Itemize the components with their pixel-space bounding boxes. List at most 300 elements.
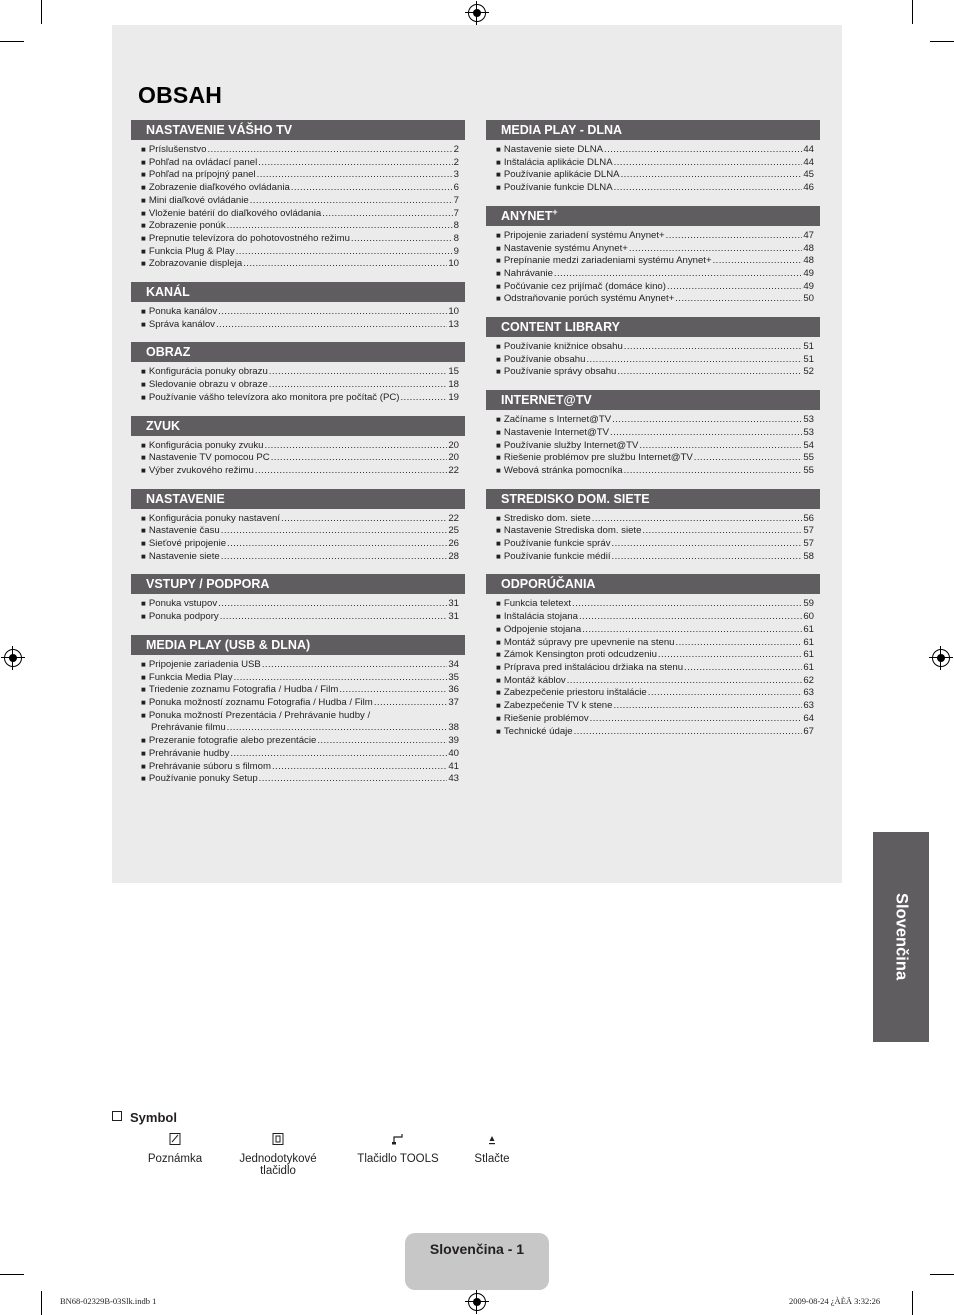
toc-entry-label: Nastavenie siete	[148, 550, 220, 562]
dot-leader	[612, 538, 803, 551]
toc-entry-page: 7	[453, 194, 459, 206]
toc-entry	[496, 268, 814, 281]
dot-leader	[207, 144, 452, 157]
section-heading-label: MEDIA PLAY (USB & DLNA)	[146, 637, 311, 652]
bullet-icon: ■	[496, 453, 501, 463]
dot-leader	[259, 773, 448, 786]
toc-entry-page: 10	[448, 258, 459, 270]
toc-entry	[141, 697, 459, 710]
toc-entry-label: Prepnutie televízora do pohotovostného režimu	[148, 232, 350, 244]
dot-leader	[624, 465, 803, 478]
toc-entry-page: 31	[448, 611, 459, 623]
bullet-icon: ■	[141, 246, 146, 256]
dot-leader	[243, 258, 447, 271]
dot-leader	[250, 195, 453, 208]
section-heading	[486, 574, 820, 594]
toc-entry-label: Vloženie batérií do diaľkového ovládania	[148, 207, 322, 219]
toc-entry-page: 37	[448, 696, 459, 708]
bullet-icon: ■	[496, 415, 501, 425]
page-title: OBSAH	[138, 82, 223, 108]
dot-leader	[230, 748, 447, 761]
dot-leader	[604, 144, 802, 157]
toc-entry-page: 51	[803, 353, 814, 365]
toc-entry-page: 67	[803, 725, 814, 737]
toc-entry-label: Odstraňovanie porúch systému Anynet+	[503, 293, 675, 305]
toc-entry-page: 26	[448, 538, 459, 550]
toc-entry-page: 39	[448, 735, 459, 747]
dot-leader	[234, 672, 448, 685]
toc-entry-label: Počúvanie cez prijímač (domáce kino)	[503, 280, 666, 292]
toc-entry-page: 61	[803, 623, 814, 635]
bullet-icon: ■	[496, 726, 501, 736]
toc-entry-page: 61	[803, 661, 814, 673]
bullet-icon: ■	[141, 465, 146, 475]
dot-leader	[272, 761, 447, 774]
footer-file-name: BN68-02329B-03Slk.indb 1	[60, 1296, 157, 1306]
toc-entry-page: 22	[448, 464, 459, 476]
toc-entry-label: Ponuka vstupov	[148, 598, 218, 610]
toc-entry-page: 10	[448, 306, 459, 318]
registration-mark-icon	[932, 649, 950, 667]
toc-entry-label: Používanie knižnice obsahu	[503, 341, 623, 353]
dot-leader	[291, 182, 453, 195]
crop-mark	[41, 1291, 42, 1315]
dot-leader	[614, 157, 803, 170]
section-heading-label: MEDIA PLAY - DLNA	[501, 123, 623, 137]
toc-list	[131, 509, 465, 564]
dot-leader	[265, 440, 448, 453]
toc-entry-label: Ponuka možností zoznamu Fotografia / Hudba / Film	[148, 696, 373, 708]
bullet-icon: ■	[496, 268, 501, 278]
toc-entry	[496, 452, 814, 465]
toc-list	[131, 594, 465, 623]
toc-entry	[141, 440, 459, 453]
toc-entry	[141, 366, 459, 379]
toc-entry-label: Konfigurácia ponuky zvuku	[148, 439, 264, 451]
section-heading-label: INTERNET@TV	[501, 393, 592, 408]
toc-entry	[496, 513, 814, 526]
toc-entry-page: 55	[803, 464, 814, 476]
registration-mark-icon	[4, 649, 22, 667]
bullet-icon: ■	[496, 157, 501, 167]
toc-entry	[496, 611, 814, 624]
toc-entry-label: Sieťové pripojenie	[148, 538, 227, 550]
toc-entry	[141, 773, 459, 786]
dot-leader	[617, 366, 802, 379]
toc-entry	[141, 208, 459, 221]
toc-entry	[141, 611, 459, 624]
toc-entry	[496, 675, 814, 688]
toc-entry	[141, 319, 459, 332]
toc-entry-label: Používanie vášho televízora ako monitora pre počítač (PC)	[148, 391, 400, 403]
toc-entry	[141, 220, 459, 233]
bullet-icon: ■	[141, 526, 146, 536]
toc-entry-label: Inštalácia stojana	[503, 611, 578, 623]
crop-mark	[912, 1291, 913, 1315]
toc-entry-label: Nastavenie Strediska dom. siete	[503, 525, 642, 537]
dot-leader	[676, 637, 803, 650]
section-heading-label: OBRAZ	[146, 345, 191, 360]
toc-entry	[496, 662, 814, 675]
toc-entry-label: Konfigurácia ponuky obrazu	[148, 366, 268, 378]
toc-entry	[141, 722, 459, 735]
language-tab-label: Slovenčina	[892, 893, 911, 981]
toc-list	[486, 509, 820, 564]
toc-entry	[496, 144, 814, 157]
toc-entry	[141, 465, 459, 478]
toc-entry-label: Odpojenie stojana	[503, 623, 582, 635]
section-heading	[486, 317, 820, 337]
dot-leader	[582, 624, 802, 637]
bullet-icon: ■	[141, 183, 146, 193]
bullet-icon: ■	[141, 453, 146, 463]
bullet-icon: ■	[496, 145, 501, 154]
toc-entry-page: 28	[448, 550, 459, 562]
section-heading	[131, 120, 465, 140]
toc-entry	[141, 182, 459, 195]
toc-entry-label: Riešenie problémov pre službu Internet@TV	[503, 452, 693, 464]
toc-entry-label: Používanie správy obsahu	[503, 366, 617, 378]
dot-leader	[227, 538, 447, 551]
toc-list	[486, 226, 820, 306]
toc-entry	[496, 687, 814, 700]
toc-entry-label: Funkcia Plug & Play	[148, 245, 235, 257]
bullet-icon: ■	[496, 230, 501, 240]
toc-column-right	[486, 120, 820, 738]
dot-leader	[271, 452, 448, 465]
toc-entry-label: Konfigurácia ponuky nastavení	[148, 512, 281, 524]
toc-entry-page: 19	[448, 391, 459, 403]
toc-entry-page: 35	[448, 671, 459, 683]
bullet-icon: ■	[141, 761, 146, 771]
section-heading	[131, 635, 465, 655]
bullet-icon: ■	[141, 157, 146, 167]
dot-leader	[648, 687, 803, 700]
dot-leader	[227, 220, 453, 233]
toc-entry-label: Nastavenie Internet@TV	[503, 426, 610, 438]
dot-leader	[236, 246, 453, 259]
toc-entry	[496, 169, 814, 182]
dot-leader	[257, 169, 453, 182]
toc-entry-label: Príslušenstvo	[148, 144, 207, 155]
toc-entry-page: 13	[448, 318, 459, 330]
dot-leader	[258, 157, 452, 170]
bullet-icon: ■	[141, 380, 146, 390]
section-heading-label: ZVUK	[146, 418, 181, 433]
toc-entry-page: 55	[803, 452, 814, 464]
bullet-icon: ■	[496, 599, 501, 609]
toc-entry-page: 38	[448, 722, 459, 734]
section-heading-label: ODPORÚČANIA	[501, 577, 596, 592]
bullet-icon: ■	[141, 170, 146, 180]
bullet-icon: ■	[496, 354, 501, 364]
toc-entry	[496, 440, 814, 453]
toc-entry-label: Pripojenie zariadenia USB	[148, 658, 261, 670]
toc-entry-page: 54	[803, 439, 814, 451]
toc-entry-page: 18	[448, 379, 459, 391]
toc-entry-page: 44	[803, 156, 814, 168]
toc-list	[131, 436, 465, 478]
toc-entry-label: Montáž káblov	[503, 674, 566, 686]
toc-entry	[141, 710, 459, 723]
dot-leader	[216, 319, 447, 332]
symbol-heading	[112, 1110, 177, 1125]
toc-entry-page: 58	[803, 550, 814, 562]
toc-entry-page: 9	[453, 245, 459, 257]
page-number: Slovenčina - 1	[429, 1241, 525, 1257]
toc-entry-page: 48	[803, 242, 814, 254]
section-heading-label: ANYNET	[501, 208, 553, 223]
bullet-icon: ■	[496, 342, 501, 352]
toc-entry-label: Riešenie problémov	[503, 712, 589, 724]
toc-entry	[141, 598, 459, 611]
toc-entry	[141, 233, 459, 246]
toc-entry-label: Zabezpečenie TV k stene	[503, 700, 613, 712]
toc-entry-page: 63	[803, 687, 814, 699]
toc-entry-page: 49	[803, 280, 814, 292]
toc-entry-page: 2	[453, 144, 459, 155]
toc-entry-page: 64	[803, 712, 814, 724]
toc-entry-page: 2	[453, 156, 459, 168]
section-heading	[486, 206, 820, 226]
symbol-item-one-touch	[228, 1133, 328, 1177]
dot-leader	[639, 440, 802, 453]
dot-leader	[624, 341, 803, 354]
toc-entry	[141, 551, 459, 564]
toc-entry-page: 7	[453, 207, 459, 219]
toc-list	[131, 302, 465, 331]
bullet-icon: ■	[496, 713, 501, 723]
toc-list	[131, 140, 465, 271]
bullet-icon: ■	[141, 685, 146, 695]
checkbox-bullet-icon	[112, 1111, 122, 1121]
toc-entry-page: 43	[448, 773, 459, 785]
bullet-icon: ■	[141, 392, 146, 402]
dot-leader	[269, 379, 448, 392]
toc-entry-label: Začíname s Internet@TV	[503, 414, 612, 426]
toc-entry-page: 22	[448, 512, 459, 524]
bullet-icon: ■	[496, 701, 501, 711]
bullet-icon: ■	[141, 539, 146, 549]
bullet-icon: ■	[496, 526, 501, 536]
toc-entry-page: 20	[448, 439, 459, 451]
dot-leader	[554, 268, 802, 281]
crop-mark	[930, 1274, 954, 1275]
toc-entry-page: 8	[453, 220, 459, 232]
toc-entry	[141, 379, 459, 392]
toc-entry-label: Používanie funkcie správ	[503, 538, 611, 550]
registration-mark-icon	[468, 1293, 486, 1311]
toc-entry-label: Zobrazenie ponúk	[148, 220, 226, 232]
dot-leader	[221, 525, 448, 538]
dot-leader	[642, 525, 802, 538]
dot-leader	[322, 208, 452, 221]
toc-entry	[496, 538, 814, 551]
toc-entry	[496, 354, 814, 367]
toc-entry-label: Prehrávanie filmu	[151, 722, 226, 734]
toc-entry-label: Ponuka možností Prezentácia / Prehrávanie hudby /	[148, 709, 371, 721]
toc-entry-label: Výber zvukového režimu	[148, 464, 254, 476]
section-heading	[131, 574, 465, 594]
tools-button-icon	[391, 1133, 405, 1145]
bullet-icon: ■	[496, 513, 501, 523]
toc-entry	[141, 169, 459, 182]
toc-entry	[141, 525, 459, 538]
section-heading-label: KANÁL	[146, 285, 190, 300]
bullet-icon: ■	[141, 697, 146, 707]
dot-leader	[339, 684, 447, 697]
toc-entry-page: 50	[803, 293, 814, 305]
section-heading	[486, 390, 820, 410]
toc-entry	[141, 672, 459, 685]
toc-entry-label: Technické údaje	[503, 725, 573, 737]
toc-entry-page: 45	[803, 169, 814, 181]
toc-entry-page: 8	[453, 232, 459, 244]
dot-leader	[281, 513, 447, 526]
toc-entry	[496, 598, 814, 611]
dot-leader	[567, 675, 803, 688]
bullet-icon: ■	[496, 256, 501, 266]
dot-leader	[612, 414, 802, 427]
symbol-label-tools: Tlačidlo TOOLS	[357, 1153, 439, 1165]
toc-entry-label: Nastavenie času	[148, 525, 220, 537]
toc-entry-label: Sledovanie obrazu v obraze	[148, 379, 268, 391]
toc-entry-page: 59	[803, 598, 814, 610]
toc-entry	[141, 735, 459, 748]
toc-entry-page: 34	[448, 658, 459, 670]
dot-leader	[574, 726, 803, 739]
bullet-icon: ■	[496, 688, 501, 698]
toc-entry-label: Pripojenie zariadení systému Anynet+	[503, 229, 665, 241]
bullet-icon: ■	[141, 221, 146, 231]
dot-leader	[269, 366, 448, 379]
toc-entry-label: Používanie obsahu	[503, 353, 586, 365]
bullet-icon: ■	[141, 208, 146, 218]
bullet-icon: ■	[496, 281, 501, 291]
toc-entry	[496, 649, 814, 662]
toc-entry-page: 51	[803, 341, 814, 353]
toc-entry-label: Prepínanie medzi zariadeniami systému Anynet+	[503, 255, 712, 267]
crop-mark	[0, 41, 24, 42]
symbol-item-tools	[350, 1133, 446, 1165]
toc-entry-page: 52	[803, 366, 814, 378]
toc-entry-page: 61	[803, 636, 814, 648]
toc-entry-label: Pohľad na ovládací panel	[148, 156, 258, 168]
dot-leader	[658, 649, 802, 662]
toc-entry-label: Stredisko dom. siete	[503, 512, 591, 524]
toc-entry-page: 20	[448, 452, 459, 464]
bullet-icon: ■	[141, 259, 146, 269]
toc-entry	[141, 246, 459, 259]
bullet-icon: ■	[496, 294, 501, 304]
toc-entry-page: 41	[448, 760, 459, 772]
toc-entry-page: 62	[803, 674, 814, 686]
bullet-icon: ■	[141, 710, 146, 720]
toc-entry-label: Používanie ponuky Setup	[148, 773, 258, 785]
toc-entry-page: 47	[803, 229, 814, 241]
toc-entry-label: Používanie funkcie médií	[503, 550, 611, 562]
dot-leader	[586, 354, 802, 367]
dot-leader	[579, 611, 802, 624]
toc-entry	[141, 392, 459, 405]
dot-leader	[666, 230, 803, 243]
toc-entry-label: Prehrávanie súboru s filmom	[148, 760, 271, 772]
toc-entry-label: Montáž súpravy pre upevnenie na stenu	[503, 636, 675, 648]
bullet-icon: ■	[496, 440, 501, 450]
toc-entry-label: Správa kanálov	[148, 318, 215, 330]
toc-entry-label: Príprava pred inštaláciou držiaka na stenu	[503, 661, 684, 673]
toc-entry	[141, 748, 459, 761]
toc-entry-label: Používanie aplikácie DLNA	[503, 169, 620, 181]
toc-entry-label: Nastavenie TV pomocou PC	[148, 452, 270, 464]
toc-entry-page: 60	[803, 611, 814, 623]
bullet-icon: ■	[496, 465, 501, 475]
toc-list	[486, 140, 820, 195]
toc-entry	[141, 538, 459, 551]
dot-leader	[374, 697, 448, 710]
toc-entry-page: 61	[803, 649, 814, 661]
section-heading	[131, 416, 465, 436]
bullet-icon: ■	[141, 195, 146, 205]
section-heading-label: CONTENT LIBRARY	[501, 320, 620, 335]
toc-entry-label: Webová stránka pomocníka	[503, 464, 623, 476]
toc-entry-label: Pohľad na prípojný panel	[148, 169, 256, 181]
bullet-icon: ■	[496, 650, 501, 660]
toc-entry	[496, 293, 814, 306]
bullet-icon: ■	[141, 672, 146, 682]
crop-mark	[930, 41, 954, 42]
bullet-icon: ■	[141, 145, 146, 154]
bullet-icon: ■	[496, 367, 501, 377]
toc-entry-page: 49	[803, 267, 814, 279]
toc-entry	[496, 341, 814, 354]
crop-mark	[41, 0, 42, 24]
toc-entry-label: Nastavenie systému Anynet+	[503, 242, 628, 254]
toc-entry-label: Nahrávanie	[503, 267, 553, 279]
toc-entry	[141, 306, 459, 319]
toc-entry-page: 57	[803, 538, 814, 550]
toc-entry	[141, 452, 459, 465]
symbol-label-press: Stlačte	[474, 1153, 510, 1165]
toc-entry-page: 53	[803, 414, 814, 426]
toc-entry	[141, 659, 459, 672]
bullet-icon: ■	[141, 736, 146, 746]
section-heading	[486, 120, 820, 140]
toc-entry	[496, 182, 814, 195]
bullet-icon: ■	[496, 243, 501, 253]
toc-entry-page: 53	[803, 426, 814, 438]
section-heading	[486, 489, 820, 509]
toc-entry-label: Funkcia Media Play	[148, 671, 233, 683]
toc-entry-label: Zámok Kensington proti odcudzeniu	[503, 649, 657, 661]
toc-list	[486, 337, 820, 379]
toc-entry	[496, 414, 814, 427]
toc-entry	[141, 513, 459, 526]
dot-leader	[218, 306, 447, 319]
toc-entry-page: 40	[448, 747, 459, 759]
toc-entry-label: Ponuka kanálov	[148, 306, 218, 318]
toc-entry	[141, 258, 459, 271]
toc-entry-label: Prezeranie fotografie alebo prezentácie	[148, 735, 317, 747]
bullet-icon: ■	[141, 440, 146, 450]
toc-entry	[141, 144, 459, 157]
crop-mark	[0, 1274, 24, 1275]
dot-leader	[351, 233, 453, 246]
bullet-icon: ■	[141, 307, 146, 317]
dot-leader	[218, 598, 447, 611]
toc-entry-label: Zabezpečenie priestoru inštalácie	[503, 687, 647, 699]
toc-entry-label: Zobrazovanie displeja	[148, 258, 243, 270]
